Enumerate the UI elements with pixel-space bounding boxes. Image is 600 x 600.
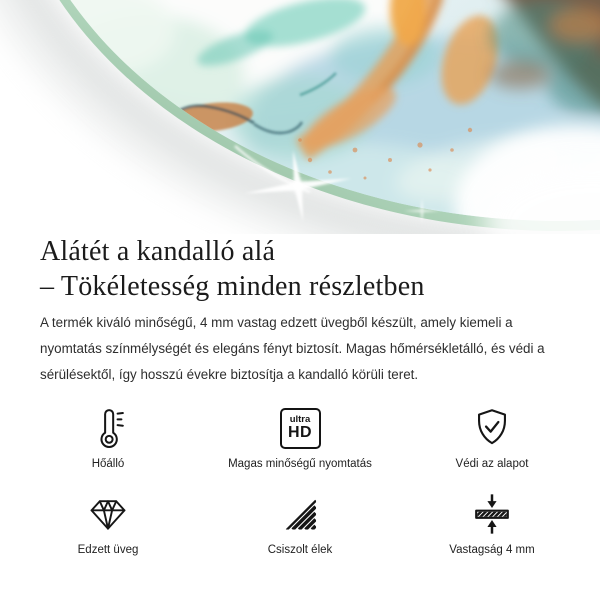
ultra-hd-badge-top: ultra <box>289 414 311 425</box>
feature-protects-base <box>396 403 588 471</box>
feature-label: Vastagság 4 mm <box>449 544 535 556</box>
feature-tempered-glass <box>12 489 204 557</box>
polished-edge-icon <box>278 489 322 539</box>
diamond-icon <box>86 489 130 539</box>
glass-mat-image <box>0 0 600 234</box>
page-title <box>40 234 560 304</box>
feature-polished-edges <box>204 489 396 557</box>
thickness-icon <box>469 489 515 539</box>
product-photo <box>0 0 600 234</box>
thermometer-icon <box>85 403 131 453</box>
feature-heat-resistant <box>12 403 204 471</box>
title-line-1: Alátét a kandalló alá <box>40 236 276 267</box>
feature-label: Edzett üveg <box>77 544 139 556</box>
feature-label: Csiszolt élek <box>267 544 333 556</box>
ultra-hd-icon <box>280 403 321 453</box>
feature-grid <box>12 403 588 557</box>
shield-check-icon <box>469 403 515 453</box>
feature-label: Védi az alapot <box>455 458 529 470</box>
ultra-hd-badge-bottom: HD <box>287 424 313 441</box>
feature-label: Magas minőségű nyomtatás <box>228 458 372 470</box>
title-line-2: – Tökéletesség minden részletben <box>40 271 425 302</box>
feature-label: Hőálló <box>91 458 125 470</box>
feature-high-quality-print <box>204 403 396 471</box>
product-info-section <box>0 234 600 557</box>
feature-thickness <box>396 489 588 557</box>
product-description: A termék kiváló minőségű, 4 mm vastag edzett üvegből készült, amely kiemeli a nyomtatás színmélységét és elegáns fényt biztosít. Magas hőmérsékletálló, és védi a sérülésektől, így hosszú évekre biztosítja a kandalló körüli teret. <box>40 315 545 382</box>
